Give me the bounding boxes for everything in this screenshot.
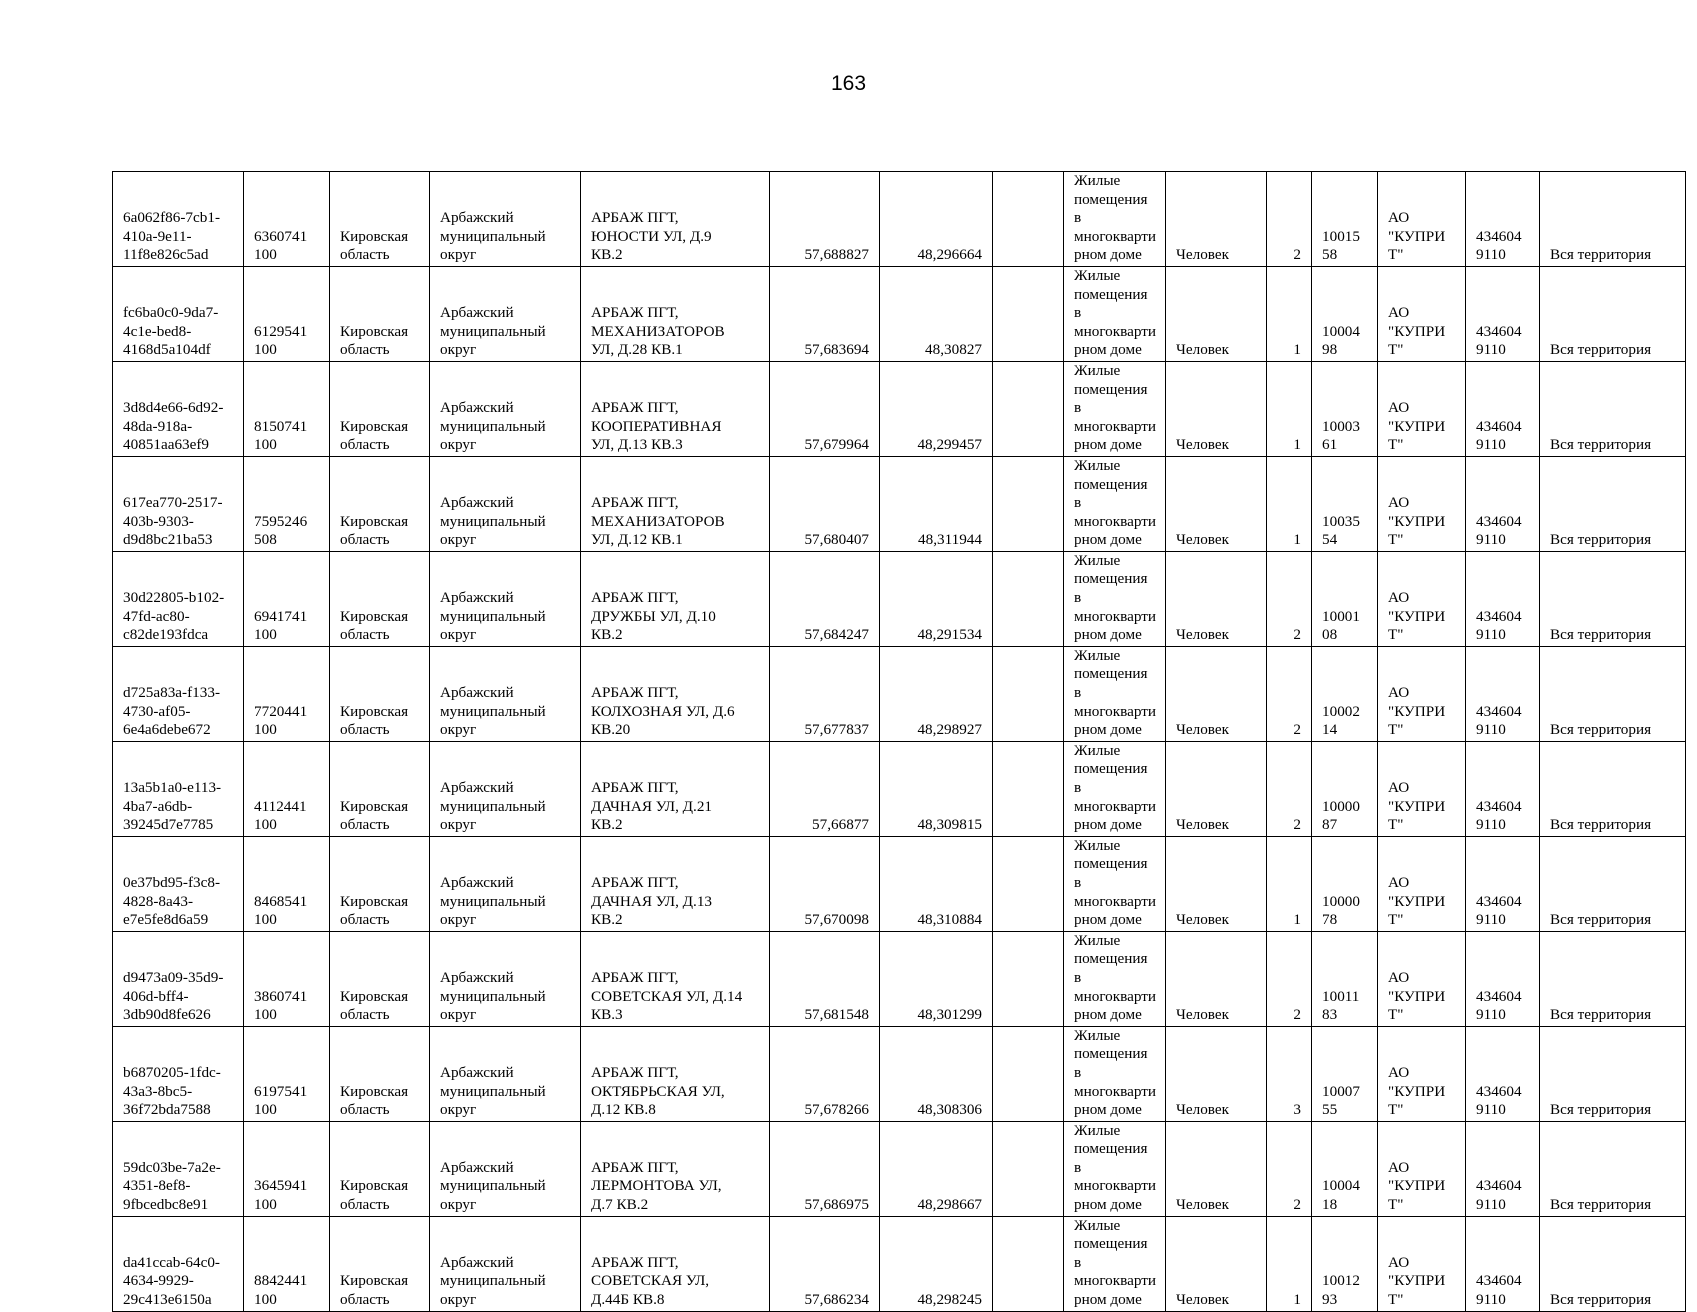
cell-territory: Вся территория — [1540, 172, 1686, 267]
cell-territory: Вся территория — [1540, 1121, 1686, 1216]
cell-empty — [993, 551, 1064, 646]
cell-premise-type: Жилые помещения в многокварти рном доме — [1064, 172, 1166, 267]
cell-region: Кировская область — [330, 172, 430, 267]
cell-district: Арбажский муниципальный округ — [430, 646, 581, 741]
cell-district: Арбажский муниципальный округ — [430, 931, 581, 1026]
cell-code: 6941741 100 — [244, 551, 330, 646]
cell-inn: 434604 9110 — [1466, 1216, 1540, 1311]
cell-inn: 434604 9110 — [1466, 551, 1540, 646]
cell-count: 3 — [1267, 1026, 1312, 1121]
cell-premise-type: Жилые помещения в многокварти рном доме — [1064, 266, 1166, 361]
page-number: 163 — [830, 72, 867, 95]
cell-district: Арбажский муниципальный округ — [430, 172, 581, 267]
cell-address: АРБАЖ ПГТ, МЕХАНИЗАТОРОВ УЛ, Д.28 КВ.1 — [581, 266, 770, 361]
cell-count: 2 — [1267, 741, 1312, 836]
cell-empty — [993, 361, 1064, 456]
table-row — [113, 456, 1686, 551]
cell-unit: Человек — [1166, 456, 1267, 551]
cell-empty — [993, 1216, 1064, 1311]
cell-latitude: 57,686975 — [770, 1121, 880, 1216]
cell-premise-type: Жилые помещения в многокварти рном доме — [1064, 646, 1166, 741]
cell-organization: АО "КУПРИ Т" — [1378, 1026, 1466, 1121]
cell-address: АРБАЖ ПГТ, ДАЧНАЯ УЛ, Д.13 КВ.2 — [581, 836, 770, 931]
cell-count: 1 — [1267, 836, 1312, 931]
cell-territory: Вся территория — [1540, 266, 1686, 361]
cell-region: Кировская область — [330, 266, 430, 361]
table-row — [113, 931, 1686, 1026]
cell-latitude: 57,680407 — [770, 456, 880, 551]
cell-organization: АО "КУПРИ Т" — [1378, 1121, 1466, 1216]
cell-id: 10003 61 — [1312, 361, 1378, 456]
cell-district: Арбажский муниципальный округ — [430, 456, 581, 551]
cell-empty — [993, 646, 1064, 741]
cell-organization: АО "КУПРИ Т" — [1378, 172, 1466, 267]
cell-longitude: 48,291534 — [880, 551, 993, 646]
cell-inn: 434604 9110 — [1466, 361, 1540, 456]
cell-id: 10007 55 — [1312, 1026, 1378, 1121]
cell-organization: АО "КУПРИ Т" — [1378, 931, 1466, 1026]
cell-empty — [993, 456, 1064, 551]
cell-district: Арбажский муниципальный округ — [430, 1026, 581, 1121]
cell-latitude: 57,681548 — [770, 931, 880, 1026]
cell-territory: Вся территория — [1540, 1026, 1686, 1121]
cell-longitude: 48,299457 — [880, 361, 993, 456]
cell-district: Арбажский муниципальный округ — [430, 1216, 581, 1311]
cell-premise-type: Жилые помещения в многокварти рном доме — [1064, 931, 1166, 1026]
cell-premise-type: Жилые помещения в многокварти рном доме — [1064, 551, 1166, 646]
cell-count: 2 — [1267, 172, 1312, 267]
cell-count: 2 — [1267, 551, 1312, 646]
cell-longitude: 48,296664 — [880, 172, 993, 267]
cell-district: Арбажский муниципальный округ — [430, 836, 581, 931]
cell-address: АРБАЖ ПГТ, ЮНОСТИ УЛ, Д.9 КВ.2 — [581, 172, 770, 267]
cell-region: Кировская область — [330, 836, 430, 931]
cell-premise-type: Жилые помещения в многокварти рном доме — [1064, 361, 1166, 456]
registry-table — [112, 171, 1686, 1312]
cell-uuid: 13a5b1a0-e113- 4ba7-a6db- 39245d7e7785 — [113, 741, 244, 836]
cell-region: Кировская область — [330, 456, 430, 551]
cell-region: Кировская область — [330, 1026, 430, 1121]
cell-inn: 434604 9110 — [1466, 456, 1540, 551]
cell-address: АРБАЖ ПГТ, КОЛХОЗНАЯ УЛ, Д.6 КВ.20 — [581, 646, 770, 741]
cell-empty — [993, 931, 1064, 1026]
cell-district: Арбажский муниципальный округ — [430, 361, 581, 456]
cell-uuid: 30d22805-b102- 47fd-ac80- c82de193fdca — [113, 551, 244, 646]
cell-count: 1 — [1267, 456, 1312, 551]
cell-organization: АО "КУПРИ Т" — [1378, 741, 1466, 836]
cell-id: 10035 54 — [1312, 456, 1378, 551]
cell-unit: Человек — [1166, 172, 1267, 267]
cell-uuid: 617ea770-2517- 403b-9303- d9d8bc21ba53 — [113, 456, 244, 551]
cell-territory: Вся территория — [1540, 741, 1686, 836]
cell-unit: Человек — [1166, 646, 1267, 741]
cell-longitude: 48,298927 — [880, 646, 993, 741]
cell-unit: Человек — [1166, 1026, 1267, 1121]
cell-territory: Вся территория — [1540, 456, 1686, 551]
cell-code: 4112441 100 — [244, 741, 330, 836]
cell-unit: Человек — [1166, 1121, 1267, 1216]
cell-address: АРБАЖ ПГТ, КООПЕРАТИВНАЯ УЛ, Д.13 КВ.3 — [581, 361, 770, 456]
cell-region: Кировская область — [330, 741, 430, 836]
cell-empty — [993, 1026, 1064, 1121]
cell-address: АРБАЖ ПГТ, ДАЧНАЯ УЛ, Д.21 КВ.2 — [581, 741, 770, 836]
cell-longitude: 48,298245 — [880, 1216, 993, 1311]
cell-unit: Человек — [1166, 741, 1267, 836]
cell-unit: Человек — [1166, 266, 1267, 361]
registry-rows — [113, 172, 1686, 1312]
cell-latitude: 57,677837 — [770, 646, 880, 741]
cell-uuid: d725a83a-f133- 4730-af05- 6e4a6debe672 — [113, 646, 244, 741]
cell-id: 10002 14 — [1312, 646, 1378, 741]
cell-premise-type: Жилые помещения в многокварти рном доме — [1064, 1216, 1166, 1311]
cell-unit: Человек — [1166, 836, 1267, 931]
cell-code: 7595246 508 — [244, 456, 330, 551]
cell-district: Арбажский муниципальный округ — [430, 266, 581, 361]
cell-address: АРБАЖ ПГТ, ЛЕРМОНТОВА УЛ, Д.7 КВ.2 — [581, 1121, 770, 1216]
cell-latitude: 57,684247 — [770, 551, 880, 646]
cell-territory: Вся территория — [1540, 361, 1686, 456]
cell-id: 10004 18 — [1312, 1121, 1378, 1216]
cell-id: 10012 93 — [1312, 1216, 1378, 1311]
cell-inn: 434604 9110 — [1466, 1026, 1540, 1121]
cell-count: 2 — [1267, 931, 1312, 1026]
cell-uuid: 3d8d4e66-6d92- 48da-918a- 40851aa63ef9 — [113, 361, 244, 456]
cell-id: 10011 83 — [1312, 931, 1378, 1026]
cell-unit: Человек — [1166, 361, 1267, 456]
cell-organization: АО "КУПРИ Т" — [1378, 1216, 1466, 1311]
cell-latitude: 57,688827 — [770, 172, 880, 267]
cell-territory: Вся территория — [1540, 836, 1686, 931]
table-row — [113, 836, 1686, 931]
cell-uuid: 59dc03be-7a2e- 4351-8ef8- 9fbcedbc8e91 — [113, 1121, 244, 1216]
cell-region: Кировская область — [330, 1216, 430, 1311]
cell-region: Кировская область — [330, 646, 430, 741]
cell-inn: 434604 9110 — [1466, 741, 1540, 836]
cell-organization: АО "КУПРИ Т" — [1378, 361, 1466, 456]
table-row — [113, 361, 1686, 456]
cell-longitude: 48,298667 — [880, 1121, 993, 1216]
cell-address: АРБАЖ ПГТ, ОКТЯБРЬСКАЯ УЛ, Д.12 КВ.8 — [581, 1026, 770, 1121]
cell-organization: АО "КУПРИ Т" — [1378, 266, 1466, 361]
table-row — [113, 1216, 1686, 1311]
cell-district: Арбажский муниципальный округ — [430, 1121, 581, 1216]
cell-inn: 434604 9110 — [1466, 172, 1540, 267]
cell-region: Кировская область — [330, 1121, 430, 1216]
cell-latitude: 57,679964 — [770, 361, 880, 456]
cell-uuid: da41ccab-64c0- 4634-9929- 29c413e6150a — [113, 1216, 244, 1311]
cell-unit: Человек — [1166, 1216, 1267, 1311]
cell-empty — [993, 266, 1064, 361]
cell-address: АРБАЖ ПГТ, МЕХАНИЗАТОРОВ УЛ, Д.12 КВ.1 — [581, 456, 770, 551]
cell-latitude: 57,670098 — [770, 836, 880, 931]
cell-district: Арбажский муниципальный округ — [430, 741, 581, 836]
cell-longitude: 48,310884 — [880, 836, 993, 931]
cell-territory: Вся территория — [1540, 931, 1686, 1026]
cell-longitude: 48,311944 — [880, 456, 993, 551]
cell-code: 6129541 100 — [244, 266, 330, 361]
cell-code: 8150741 100 — [244, 361, 330, 456]
cell-longitude: 48,309815 — [880, 741, 993, 836]
cell-territory: Вся территория — [1540, 551, 1686, 646]
table-row — [113, 551, 1686, 646]
cell-region: Кировская область — [330, 931, 430, 1026]
cell-count: 1 — [1267, 266, 1312, 361]
cell-inn: 434604 9110 — [1466, 931, 1540, 1026]
cell-code: 6360741 100 — [244, 172, 330, 267]
cell-unit: Человек — [1166, 551, 1267, 646]
cell-count: 2 — [1267, 646, 1312, 741]
cell-region: Кировская область — [330, 551, 430, 646]
cell-uuid: 6a062f86-7cb1- 410a-9e11- 11f8e826c5ad — [113, 172, 244, 267]
cell-premise-type: Жилые помещения в многокварти рном доме — [1064, 741, 1166, 836]
cell-id: 10001 08 — [1312, 551, 1378, 646]
table-row — [113, 1121, 1686, 1216]
cell-latitude: 57,66877 — [770, 741, 880, 836]
cell-code: 8842441 100 — [244, 1216, 330, 1311]
cell-inn: 434604 9110 — [1466, 836, 1540, 931]
cell-empty — [993, 836, 1064, 931]
cell-district: Арбажский муниципальный округ — [430, 551, 581, 646]
table-row — [113, 646, 1686, 741]
cell-territory: Вся территория — [1540, 646, 1686, 741]
cell-premise-type: Жилые помещения в многокварти рном доме — [1064, 1026, 1166, 1121]
cell-unit: Человек — [1166, 931, 1267, 1026]
cell-code: 6197541 100 — [244, 1026, 330, 1121]
cell-premise-type: Жилые помещения в многокварти рном доме — [1064, 456, 1166, 551]
cell-code: 8468541 100 — [244, 836, 330, 931]
cell-id: 10000 78 — [1312, 836, 1378, 931]
cell-territory: Вся территория — [1540, 1216, 1686, 1311]
cell-latitude: 57,686234 — [770, 1216, 880, 1311]
cell-longitude: 48,308306 — [880, 1026, 993, 1121]
cell-code: 7720441 100 — [244, 646, 330, 741]
cell-address: АРБАЖ ПГТ, СОВЕТСКАЯ УЛ, Д.44Б КВ.8 — [581, 1216, 770, 1311]
cell-address: АРБАЖ ПГТ, ДРУЖБЫ УЛ, Д.10 КВ.2 — [581, 551, 770, 646]
cell-organization: АО "КУПРИ Т" — [1378, 836, 1466, 931]
cell-latitude: 57,683694 — [770, 266, 880, 361]
cell-longitude: 48,301299 — [880, 931, 993, 1026]
cell-premise-type: Жилые помещения в многокварти рном доме — [1064, 836, 1166, 931]
table-row — [113, 172, 1686, 267]
cell-uuid: b6870205-1fdc- 43a3-8bc5- 36f72bda7588 — [113, 1026, 244, 1121]
cell-latitude: 57,678266 — [770, 1026, 880, 1121]
cell-inn: 434604 9110 — [1466, 266, 1540, 361]
cell-organization: АО "КУПРИ Т" — [1378, 456, 1466, 551]
cell-code: 3645941 100 — [244, 1121, 330, 1216]
cell-id: 10000 87 — [1312, 741, 1378, 836]
cell-empty — [993, 172, 1064, 267]
table-row — [113, 741, 1686, 836]
cell-inn: 434604 9110 — [1466, 646, 1540, 741]
cell-empty — [993, 1121, 1064, 1216]
cell-premise-type: Жилые помещения в многокварти рном доме — [1064, 1121, 1166, 1216]
cell-count: 1 — [1267, 361, 1312, 456]
cell-inn: 434604 9110 — [1466, 1121, 1540, 1216]
table-row — [113, 1026, 1686, 1121]
cell-organization: АО "КУПРИ Т" — [1378, 551, 1466, 646]
table-row — [113, 266, 1686, 361]
cell-empty — [993, 741, 1064, 836]
cell-organization: АО "КУПРИ Т" — [1378, 646, 1466, 741]
cell-count: 2 — [1267, 1121, 1312, 1216]
cell-code: 3860741 100 — [244, 931, 330, 1026]
cell-uuid: fc6ba0c0-9da7- 4c1e-bed8- 4168d5a104df — [113, 266, 244, 361]
cell-id: 10004 98 — [1312, 266, 1378, 361]
cell-id: 10015 58 — [1312, 172, 1378, 267]
cell-longitude: 48,30827 — [880, 266, 993, 361]
cell-region: Кировская область — [330, 361, 430, 456]
cell-uuid: d9473a09-35d9- 406d-bff4- 3db90d8fe626 — [113, 931, 244, 1026]
cell-address: АРБАЖ ПГТ, СОВЕТСКАЯ УЛ, Д.14 КВ.3 — [581, 931, 770, 1026]
cell-uuid: 0e37bd95-f3c8- 4828-8a43- e7e5fe8d6a59 — [113, 836, 244, 931]
cell-count: 1 — [1267, 1216, 1312, 1311]
